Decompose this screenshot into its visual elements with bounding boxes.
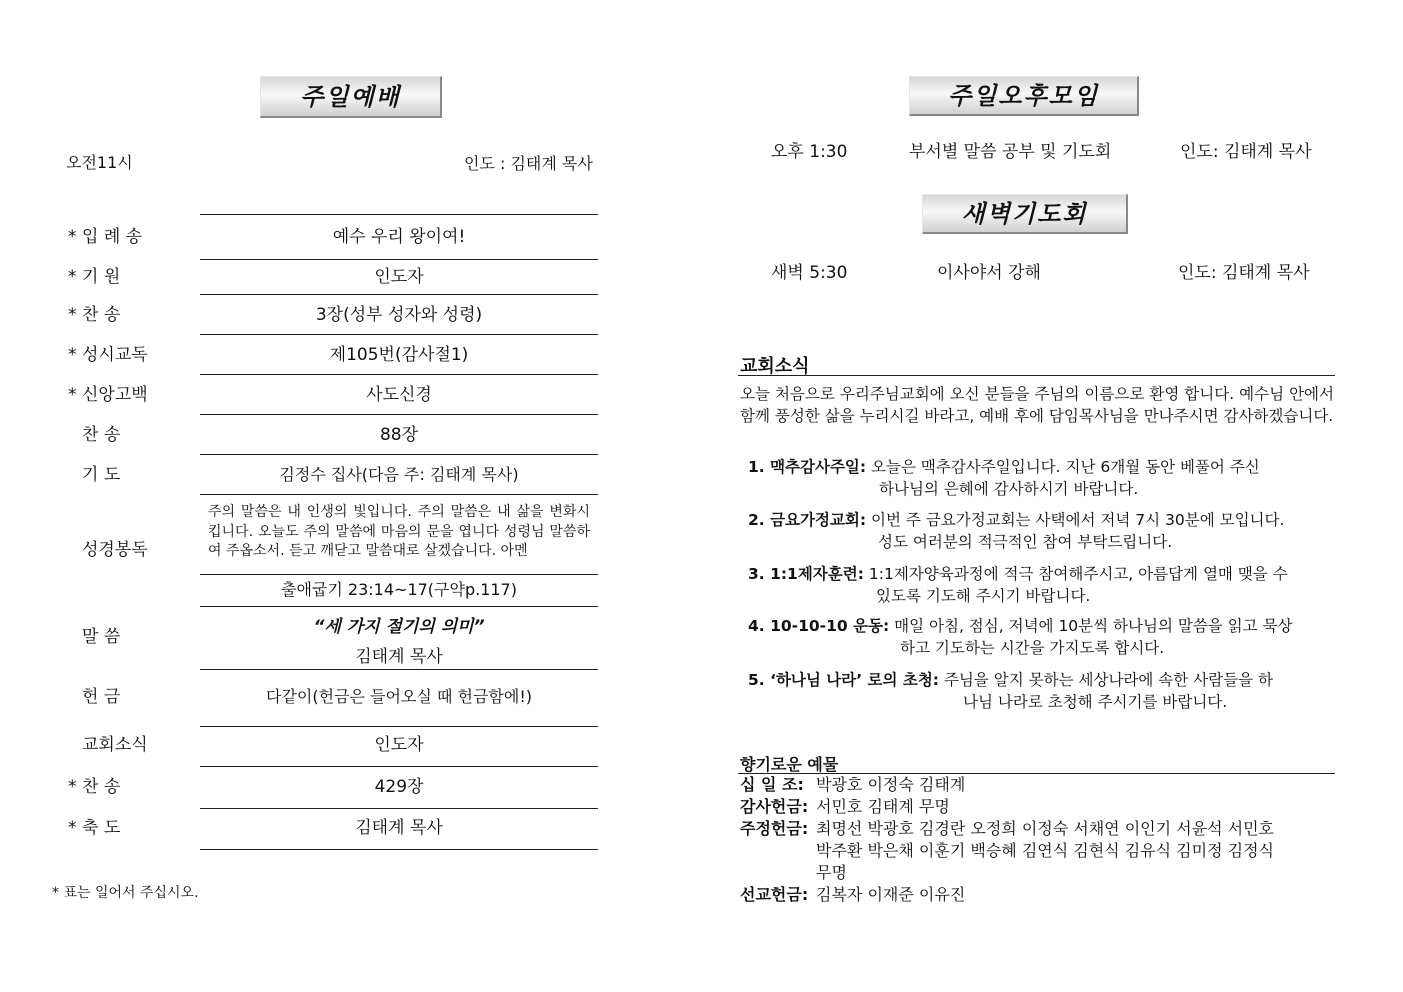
news-item-4: 4. 10-10-10 운동: 매일 아침, 점심, 저녁에 10분씩 하나님의 말씀을 읽고 묵상 하고 기도하는 시간을 가지도록 합시다. [748,617,1293,657]
dawn-prayer-title: 새벽기도회 [922,194,1128,234]
scripture-reference: 출애굽기 23:14~17(구약p.117) [281,580,517,599]
offerings-heading: 향기로운 예물 [740,755,839,774]
afternoon-meeting-title: 주일오후모임 [909,76,1139,116]
worship-time: 오전11시 [66,153,133,172]
sunday-worship-title: 주일예배 [260,76,442,118]
news-item-1: 1. 맥추감사주일: 오늘은 맥추감사주일입니다. 지난 6개월 동안 베풀어 주신 하나님의 은혜에 감사하시기 바랍니다. [748,458,1260,498]
sermon-title: “세 가지 절기의 의미” [313,617,485,637]
church-news-heading: 교회소식 [740,356,810,377]
news-item-2: 2. 금요가정교회: 이번 주 금요가정교회는 사택에서 저녁 7시 30분에 모입니다. 성도 여러분의 적극적인 참여 부탁드립니다. [748,511,1285,551]
worship-leader: 인도 : 김태계 목사 [464,154,593,173]
scripture-prayer: 주의 말씀은 내 인생의 빛입니다. 주의 말씀은 내 삶을 변화시킵니다. 오늘도 주의 말씀에 마음의 문을 엽니다 성령님 말씀하여 주옵소서. 듣고 깨닫고 말씀대로 살겠습니다. 아멘 [208,504,590,559]
sermon-preacher: 김태계 목사 [355,647,443,667]
news-item-5: 5. ‘하나님 나라’ 로의 초청: 주님을 알지 못하는 세상나라에 속한 사람들을 하 나님 나라로 초청해 주시기를 바랍니다. [748,671,1273,711]
news-item-3: 3. 1:1제자훈련: 1:1제자양육과정에 적극 참여해주시고, 아름답게 열매 맺을 수 있도록 기도해 주시기 바랍니다. [748,565,1288,605]
standing-footnote: * 표는 일어서 주십시오. [52,885,199,901]
church-news-intro: 오늘 처음으로 우리주님교회에 오신 분들을 주님의 이름으로 환영 합니다. 예수님 안에서 함께 풍성한 삶을 누리시길 바라고, 예배 후에 담임목사님을 만나주시면 감사하겠습니다. [740,385,1334,425]
